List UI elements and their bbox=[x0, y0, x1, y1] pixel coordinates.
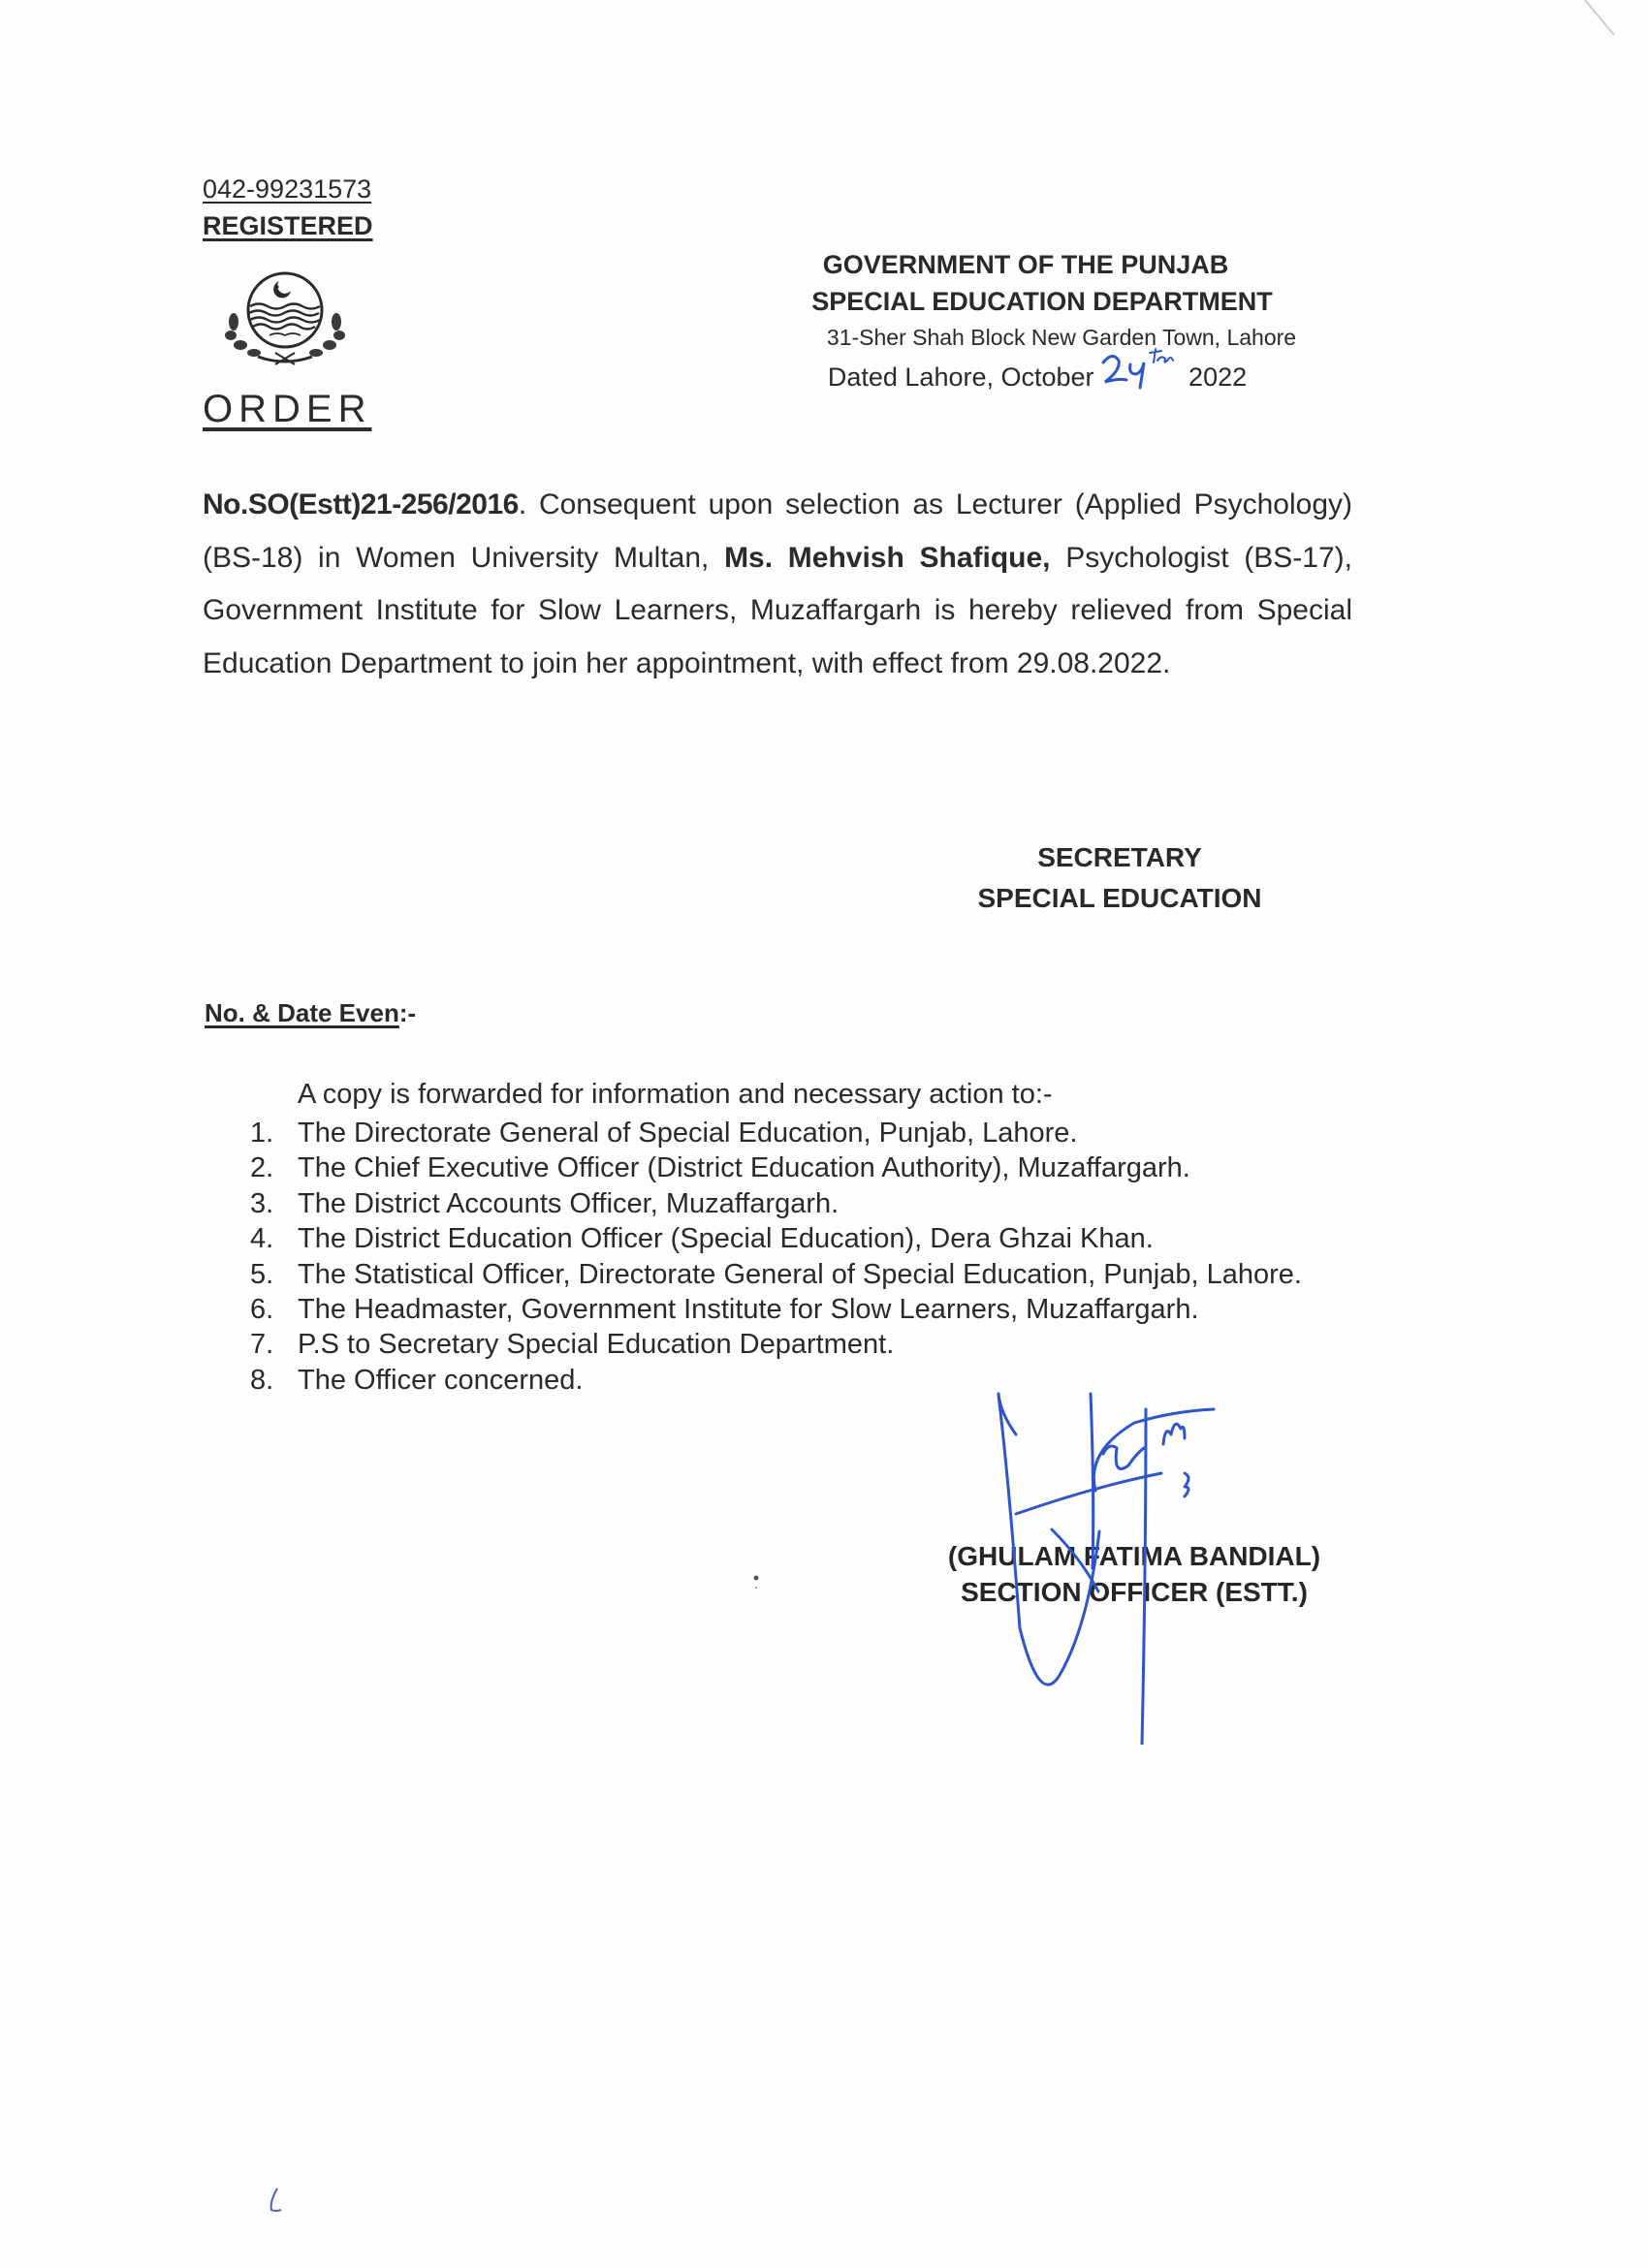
list-item-number: 6. bbox=[250, 1294, 274, 1326]
signatory-designation: SECTION OFFICER (ESTT.) bbox=[961, 1577, 1308, 1607]
list-item-text: P.S to Secretary Special Education Department. bbox=[298, 1329, 895, 1361]
list-item bbox=[250, 1257, 1353, 1292]
no-date-even-label: No. & Date Even bbox=[205, 998, 399, 1027]
scan-speck-icon bbox=[752, 1574, 762, 1598]
list-item bbox=[250, 1150, 1353, 1185]
dated-line bbox=[746, 355, 1328, 395]
dated-prefix: Dated Lahore, October bbox=[827, 362, 1094, 392]
list-item bbox=[250, 1221, 1353, 1256]
list-item-number: 1. bbox=[250, 1118, 274, 1149]
no-date-even-suffix: :- bbox=[398, 998, 417, 1027]
issuer-title: SECRETARY bbox=[1037, 842, 1202, 872]
dated-year: 2022 bbox=[1188, 362, 1248, 392]
signatory-block bbox=[906, 1538, 1362, 1610]
government-name: GOVERNMENT OF THE PUNJAB bbox=[822, 250, 1229, 279]
list-item-number: 5. bbox=[250, 1258, 274, 1290]
reference-number: No.SO(Estt)21-256/2016 bbox=[203, 488, 519, 520]
no-date-even-heading bbox=[205, 998, 416, 1028]
order-text-part1: . Consequent upon selection as Lecturer (Applied Psychology) (BS-18) in Women University Multan, bbox=[203, 488, 1352, 574]
list-item-text: The Statistical Officer, Directorate General of Special Education, Punjab, Lahore. bbox=[298, 1258, 1302, 1290]
list-item bbox=[250, 1327, 1353, 1362]
issuer-block bbox=[931, 837, 1309, 919]
list-item-text: The Officer concerned. bbox=[298, 1364, 584, 1396]
distribution-list bbox=[250, 1116, 1353, 1398]
list-item-number: 7. bbox=[250, 1329, 274, 1361]
order-text-part2: Psychologist (BS-17), Government Institute for Slow Learners, Muzaffargarh is hereby relieved from Special Education Department to join her appointment, with effect from 29.08.2022. bbox=[203, 541, 1352, 679]
list-item-text: The Chief Executive Officer (District Education Authority), Muzaffargarh. bbox=[298, 1152, 1190, 1184]
list-item-text: The Headmaster, Government Institute for Slow Learners, Muzaffargarh. bbox=[298, 1294, 1199, 1326]
list-item bbox=[250, 1292, 1353, 1327]
letterhead bbox=[737, 246, 1328, 395]
list-item-number: 2. bbox=[250, 1152, 274, 1184]
department-address: 31-Sher Shah Block New Garden Town, Lahore bbox=[826, 325, 1297, 350]
signatory-name: (GHULAM FATIMA BANDIAL) bbox=[947, 1541, 1321, 1571]
scan-corner-mark-icon bbox=[1575, 0, 1624, 44]
list-item bbox=[250, 1363, 1353, 1398]
list-item-number: 4. bbox=[250, 1223, 274, 1255]
phone-number: 042-99231573 bbox=[203, 174, 372, 204]
registered-label: REGISTERED bbox=[203, 211, 373, 240]
order-body bbox=[203, 479, 1352, 690]
list-item-text: The District Accounts Officer, Muzaffargarh. bbox=[298, 1187, 840, 1219]
copy-forwarded-intro: A copy is forwarded for information and necessary action to:- bbox=[298, 1079, 1053, 1110]
punjab-emblem-icon bbox=[219, 268, 351, 368]
list-item-text: The District Education Officer (Special Education), Dera Ghzai Khan. bbox=[298, 1223, 1154, 1255]
list-item bbox=[250, 1116, 1353, 1150]
list-item-text: The Directorate General of Special Education, Punjab, Lahore. bbox=[298, 1118, 1078, 1149]
department-name: SPECIAL EDUCATION DEPARTMENT bbox=[811, 287, 1273, 316]
handwritten-date-day bbox=[1101, 355, 1188, 395]
list-item-number: 3. bbox=[250, 1187, 274, 1219]
pen-tick-mark-icon bbox=[268, 2187, 287, 2221]
employee-name: Ms. Mehvish Shafique, bbox=[724, 541, 1051, 574]
list-item bbox=[250, 1186, 1353, 1221]
list-item-number: 8. bbox=[250, 1364, 274, 1396]
issuer-office: SPECIAL EDUCATION bbox=[977, 883, 1262, 913]
order-title: ORDER bbox=[203, 388, 372, 430]
